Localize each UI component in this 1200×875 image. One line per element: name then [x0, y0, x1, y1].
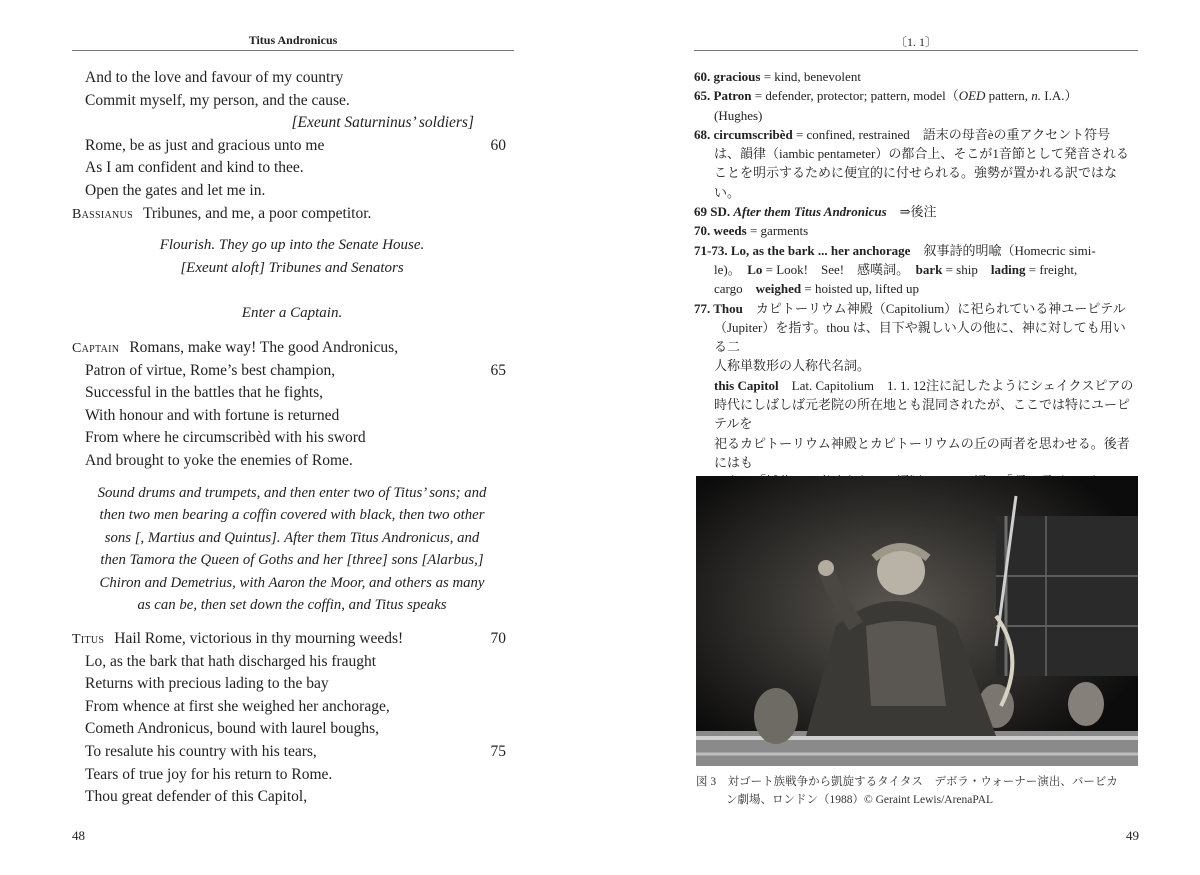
stage-direction-flourish: Flourish. They go up into the Senate House. [Exeunt aloft] Tribunes and Senators — [159, 237, 425, 276]
right-page — [600, 0, 1200, 875]
running-head-left: Titus Andronicus — [248, 33, 338, 47]
commentary-notes: 60. gracious = kind, benevolent 65. Patron = defender, protector; pattern, model（OED pattern, n. I.A.） (Hughes) 68. circumscribèd = confined, restrained 語末の母音èの重アクセント符号 は、韻律（iambic pentameter）の都合上、そこが1音節として発音される ことを明示するために便宜的に付せられる。強勢が置かれる訳ではない。 69 SD. After them Titus Andronicus ⇒後注 70. weeds = garments 71-73. Lo, as the bark ... her anchorage 叙事詩的明喩（Homecric simi- le)。 Lo = Look! See! 感嘆詞。 bark = ship lading = freight, cargo weighed = hoisted up, lifted up 77. Thou カピトーリウム神殿（Capitolium）に祀られている神ユーピテル （Jupiter）を指す。thou は、目下や親しい人の他に、神に対しても用いる二 人称単数形の人称代名詞。 this Capitol Lat. Capitolium 1. 1. 12注に記したようにシェイクスピアの 時代にしばしば元老院の所在地とも混同されたが、ここでは特にユーピテルを 祀るカピトーリウム神殿とカピトーリウムの丘の両者を思わせる。後者にはも — [694, 67, 1138, 530]
stage-direction-enter-captain: Enter a Captain. — [241, 305, 343, 321]
verse-line: Lo, as the bark that hath discharged his fraught — [85, 652, 377, 670]
header-rule-left — [72, 50, 514, 51]
line-number: 65 — [490, 361, 506, 379]
line-number: 70 — [490, 630, 506, 647]
note-68: 68. circumscribèd = confined, restrained 語末の母音èの重アクセント符号 — [694, 126, 1111, 142]
verse-line: Rome, be as just and gracious unto me 60 — [72, 135, 512, 158]
running-head-right: 〔1. 1〕 — [894, 35, 937, 49]
header-rule-right — [694, 50, 1138, 51]
verse-line: From where he circumscribèd with his sword — [85, 429, 366, 447]
speech-captain: Captain Romans, make way! The good Andronicus, Patron of virtue, Rome’s best champion, 65 Successful in the battles that he fights, With honour and with fortune is returned From where he circumscribèd with his sword And brought to yoke the enemies of Rome. — [72, 337, 512, 473]
verse-line: From whence at first she weighed her anchorage, — [85, 697, 390, 715]
note-69-sd: 69 SD. After them Titus Andronicus ⇒後注 — [694, 204, 937, 220]
verse-line: To resalute his country with his tears, 75 — [72, 741, 512, 764]
stage-direction: [Exeunt Saturninus’ soldiers] — [291, 114, 474, 132]
verse-line: Commit myself, my person, and the cause. — [85, 91, 350, 109]
line-number: 60 — [490, 136, 506, 154]
note-77: 77. Thou カピトーリウム神殿（Capitolium）に祀られている神ユーピテル — [694, 300, 1126, 316]
speaker-name: Captain — [72, 341, 120, 356]
verse-block-1 — [72, 67, 512, 225]
verse-line: Patron of virtue, Rome’s best champion, 65 — [72, 360, 512, 383]
page-number-right: 49 — [1126, 828, 1139, 843]
speech-bassianus: Bassianus Tribunes, and me, a poor competitor. — [72, 204, 372, 222]
production-photo — [696, 476, 1138, 766]
note-70: 70. weeds = garments — [694, 223, 809, 239]
note-71-73: 71-73. Lo, as the bark ... her anchorage 叙事詩的明喩（Homecric simi- — [694, 242, 1096, 258]
verse-line: Returns with precious lading to the bay — [85, 675, 329, 693]
verse-line: Cometh Andronicus, bound with laurel boughs, — [85, 720, 380, 738]
line-number: 75 — [490, 742, 506, 760]
verse-line: With honour and with fortune is returned — [85, 406, 340, 424]
titus-photo-illustration — [696, 476, 1138, 766]
verse-line: Successful in the battles that he fights, — [85, 384, 324, 402]
note-77-capitol: this Capitol Lat. Capitolium 1. 1. 12注に記したようにシェイクスピアの — [714, 377, 1134, 393]
speaker-name: Bassianus — [72, 206, 133, 222]
verse-line: Tears of true joy for his return to Rome. — [85, 765, 333, 783]
verse-line: Open the gates and let me in. — [85, 181, 266, 199]
stage-direction-procession: Sound drums and trumpets, and then enter two of Titus’ sons; and then two men bearing a coffin covered with black, then two other sons [, Martius and Quintus]. After them Titus Andronicus, and then Tamora the Queen of Goths and her [three] sons [Alarbus,] Chiron and Demetrius, with Aaron the Moor, and others as many as can be, then set down the coffin, and Titus speaks — [97, 485, 487, 614]
verse-line: And brought to yoke the enemies of Rome. — [85, 451, 353, 469]
page-number-left: 48 — [72, 828, 85, 843]
speech-titus: Titus Hail Rome, victorious in thy mourning weeds! 70 Lo, as the bark that hath discharged his fraught Returns with precious lading to the bay From whence at first she weighed her anchorage, Cometh Andronicus, bound with laurel boughs, To resalute his country with his tears, 75 Tears of true joy for his return to Rome. Thou great defender of this Capitol, — [72, 628, 512, 809]
note-65: 65. Patron = defender, protector; pattern, model（OED pattern, n. I.A.） — [694, 88, 1078, 104]
verse-line: As I am confident and kind to thee. — [85, 159, 304, 177]
note-60: 60. gracious = kind, benevolent — [694, 69, 861, 84]
verse-line: Thou great defender of this Capitol, — [85, 788, 308, 806]
verse-line: And to the love and favour of my country — [85, 69, 344, 86]
speaker-name: Titus — [72, 632, 105, 647]
figure-caption: 図 3 対ゴート族戦争から凱旋するタイタス デボラ・ウォーナー演出、バービカ ン劇場、ロンドン（1988）© Geraint Lewis/ArenaPAL — [696, 776, 1118, 806]
